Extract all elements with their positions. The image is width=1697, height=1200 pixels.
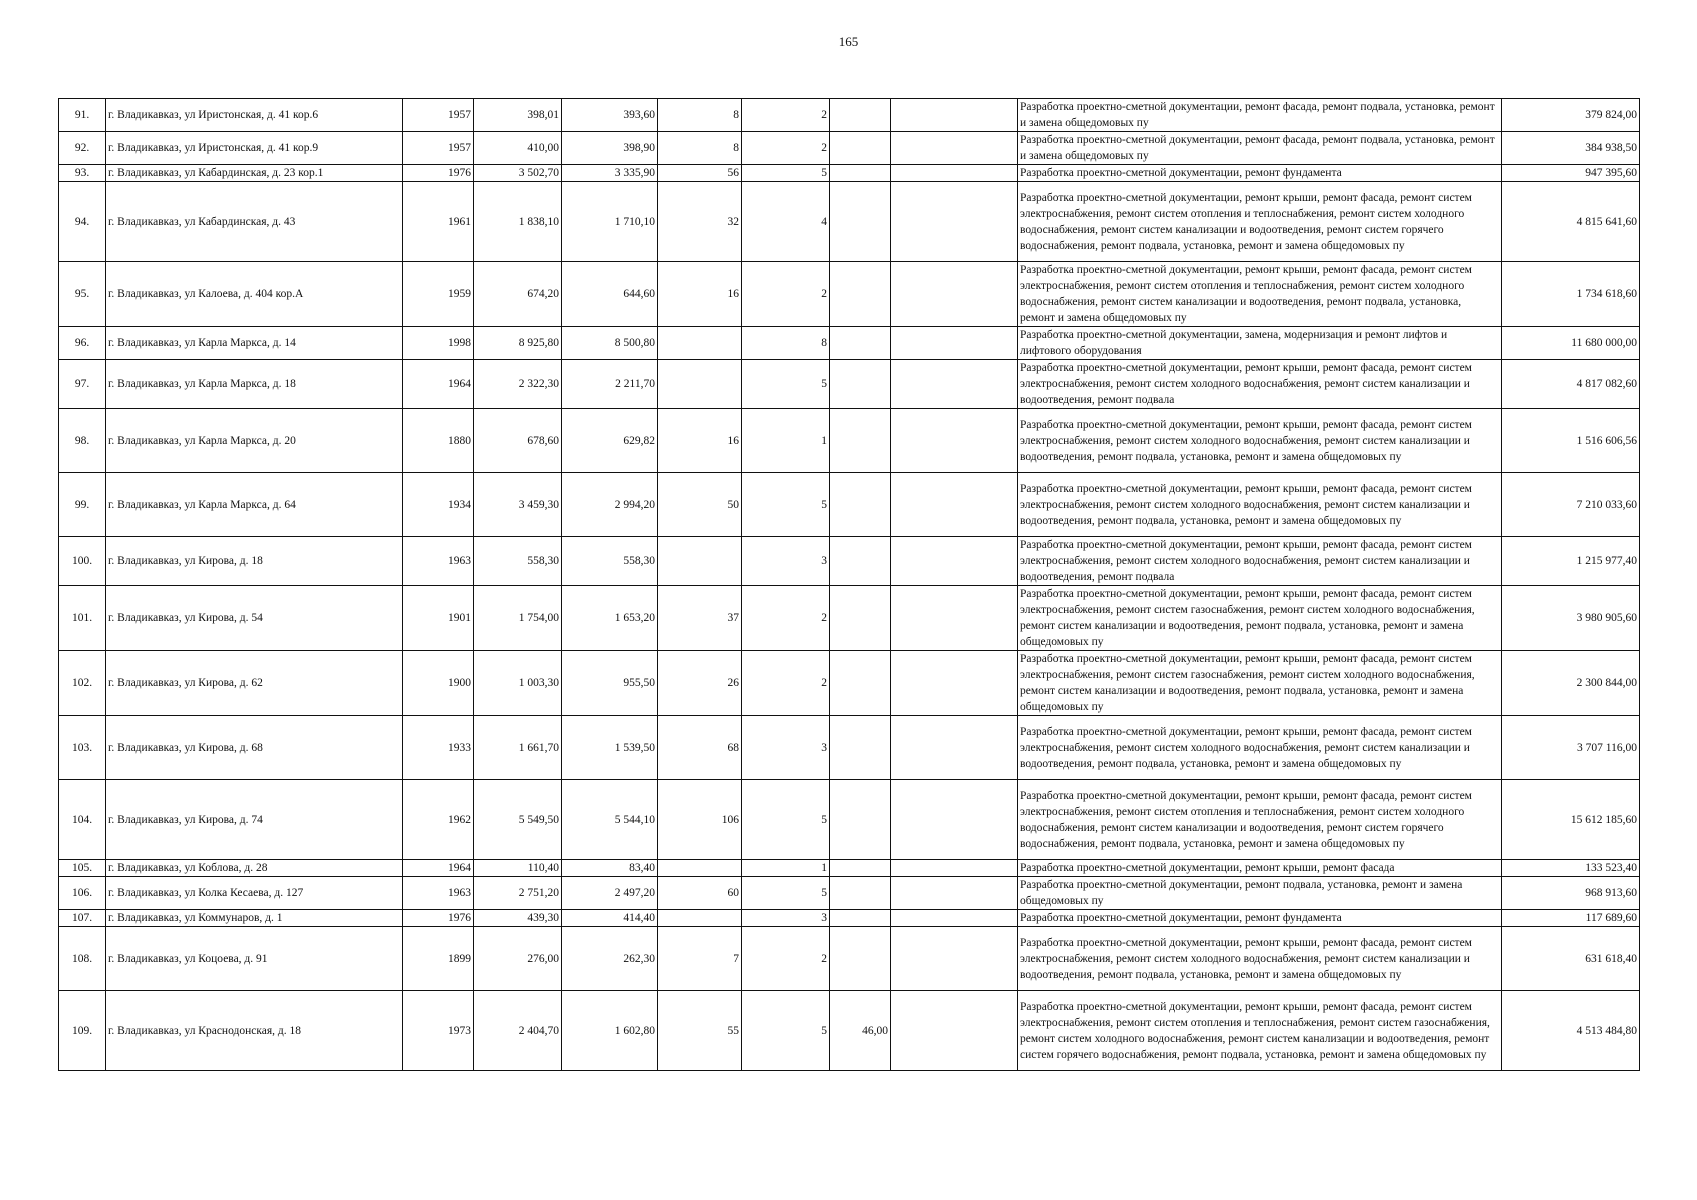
works-description-cell: Разработка проектно-сметной документации, ремонт крыши, ремонт фасада, ремонт систем электроснабжения, ремонт систем отопления и теплоснабжения, ремонт систем холодного водоснабжения, ремонт систем канализации и водоотведения, ремонт систем горячего водоснабжения, ремонт подвала, установка, ремонт и замена общедомовых пу [1018, 182, 1502, 262]
address-cell: г. Владикавказ, ул Карла Маркса, д. 20 [106, 409, 403, 473]
residents-cell: 7 [658, 927, 742, 991]
extra-value-cell [830, 327, 891, 360]
extra-value-cell [830, 910, 891, 927]
row-number-cell: 103. [59, 716, 106, 780]
total-area-cell: 678,60 [474, 409, 562, 473]
table-row [59, 716, 1640, 780]
year-cell: 1934 [403, 473, 474, 537]
row-number-cell: 99. [59, 473, 106, 537]
works-description-cell: Разработка проектно-сметной документации, ремонт крыши, ремонт фасада, ремонт систем электроснабжения, ремонт систем газоснабжения, ремонт систем холодного водоснабжения, ремонт систем канализации и водоотведения, ремонт подвала, установка, ремонт и замена общедомовых пу [1018, 586, 1502, 651]
total-area-cell: 1 661,70 [474, 716, 562, 780]
table-row [59, 877, 1640, 910]
extra-value-cell [830, 877, 891, 910]
works-description-cell: Разработка проектно-сметной документации, ремонт крыши, ремонт фасада, ремонт систем электроснабжения, ремонт систем отопления и теплоснабжения, ремонт систем газоснабжения, ремонт систем холодного водоснабжения, ремонт систем канализации и водоотведения, ремонт систем горячего водоснабжения, ремонт подвала, установка, ремонт и замена общедомовых пу [1018, 991, 1502, 1071]
cost-cell: 384 938,50 [1502, 132, 1640, 165]
residents-cell: 68 [658, 716, 742, 780]
table-row [59, 132, 1640, 165]
living-area-cell: 414,40 [562, 910, 658, 927]
cost-cell: 947 395,60 [1502, 165, 1640, 182]
total-area-cell: 8 925,80 [474, 327, 562, 360]
row-number-cell: 107. [59, 910, 106, 927]
year-cell: 1998 [403, 327, 474, 360]
works-description-cell: Разработка проектно-сметной документации, ремонт крыши, ремонт фасада, ремонт систем электроснабжения, ремонт систем холодного водоснабжения, ремонт систем канализации и водоотведения, ремонт подвала [1018, 360, 1502, 409]
living-area-cell: 955,50 [562, 651, 658, 716]
address-cell: г. Владикавказ, ул Кирова, д. 18 [106, 537, 403, 586]
extra-value-cell [830, 132, 891, 165]
total-area-cell: 1 754,00 [474, 586, 562, 651]
works-description-cell: Разработка проектно-сметной документации, ремонт крыши, ремонт фасада, ремонт систем электроснабжения, ремонт систем газоснабжения, ремонт систем холодного водоснабжения, ремонт систем канализации и водоотведения, ремонт подвала, установка, ремонт и замена общедомовых пу [1018, 651, 1502, 716]
address-cell: г. Владикавказ, ул Коммунаров, д. 1 [106, 910, 403, 927]
living-area-cell: 2 994,20 [562, 473, 658, 537]
year-cell: 1957 [403, 99, 474, 132]
floors-cell: 3 [742, 910, 830, 927]
residents-cell: 56 [658, 165, 742, 182]
empty-cell [891, 182, 1018, 262]
residents-cell: 106 [658, 780, 742, 860]
row-number-cell: 97. [59, 360, 106, 409]
total-area-cell: 3 459,30 [474, 473, 562, 537]
floors-cell: 5 [742, 991, 830, 1071]
cost-cell: 2 300 844,00 [1502, 651, 1640, 716]
residents-cell: 55 [658, 991, 742, 1071]
extra-value-cell: 46,00 [830, 991, 891, 1071]
residents-cell [658, 537, 742, 586]
works-description-cell: Разработка проектно-сметной документации, ремонт крыши, ремонт фасада [1018, 860, 1502, 877]
row-number-cell: 96. [59, 327, 106, 360]
total-area-cell: 410,00 [474, 132, 562, 165]
year-cell: 1957 [403, 132, 474, 165]
cost-cell: 968 913,60 [1502, 877, 1640, 910]
floors-cell: 5 [742, 165, 830, 182]
total-area-cell: 1 003,30 [474, 651, 562, 716]
extra-value-cell [830, 586, 891, 651]
extra-value-cell [830, 360, 891, 409]
year-cell: 1901 [403, 586, 474, 651]
living-area-cell: 393,60 [562, 99, 658, 132]
floors-cell: 4 [742, 182, 830, 262]
address-cell: г. Владикавказ, ул Иристонская, д. 41 кор.6 [106, 99, 403, 132]
works-description-cell: Разработка проектно-сметной документации, ремонт подвала, установка, ремонт и замена общедомовых пу [1018, 877, 1502, 910]
cost-cell: 15 612 185,60 [1502, 780, 1640, 860]
row-number-cell: 102. [59, 651, 106, 716]
table-row [59, 927, 1640, 991]
empty-cell [891, 262, 1018, 327]
table-row [59, 537, 1640, 586]
year-cell: 1973 [403, 991, 474, 1071]
empty-cell [891, 473, 1018, 537]
empty-cell [891, 99, 1018, 132]
cost-cell: 117 689,60 [1502, 910, 1640, 927]
year-cell: 1961 [403, 182, 474, 262]
living-area-cell: 8 500,80 [562, 327, 658, 360]
residents-cell [658, 860, 742, 877]
empty-cell [891, 327, 1018, 360]
extra-value-cell [830, 927, 891, 991]
cost-cell: 4 815 641,60 [1502, 182, 1640, 262]
cost-cell: 4 513 484,80 [1502, 991, 1640, 1071]
residents-cell: 37 [658, 586, 742, 651]
address-cell: г. Владикавказ, ул Карла Маркса, д. 18 [106, 360, 403, 409]
residents-cell [658, 360, 742, 409]
living-area-cell: 2 497,20 [562, 877, 658, 910]
total-area-cell: 1 838,10 [474, 182, 562, 262]
row-number-cell: 93. [59, 165, 106, 182]
page-number: 165 [838, 34, 859, 49]
address-cell: г. Владикавказ, ул Калоева, д. 404 кор.А [106, 262, 403, 327]
living-area-cell: 1 710,10 [562, 182, 658, 262]
extra-value-cell [830, 716, 891, 780]
empty-cell [891, 910, 1018, 927]
floors-cell: 2 [742, 99, 830, 132]
extra-value-cell [830, 262, 891, 327]
capital-repair-register-table [58, 98, 1640, 1071]
empty-cell [891, 927, 1018, 991]
year-cell: 1962 [403, 780, 474, 860]
address-cell: г. Владикавказ, ул Кирова, д. 68 [106, 716, 403, 780]
residents-cell: 16 [658, 409, 742, 473]
empty-cell [891, 877, 1018, 910]
cost-cell: 1 516 606,56 [1502, 409, 1640, 473]
year-cell: 1959 [403, 262, 474, 327]
living-area-cell: 629,82 [562, 409, 658, 473]
total-area-cell: 3 502,70 [474, 165, 562, 182]
empty-cell [891, 860, 1018, 877]
address-cell: г. Владикавказ, ул Карла Маркса, д. 64 [106, 473, 403, 537]
works-description-cell: Разработка проектно-сметной документации, ремонт крыши, ремонт фасада, ремонт систем электроснабжения, ремонт систем отопления и теплоснабжения, ремонт систем холодного водоснабжения, ремонт систем канализации и водоотведения, ремонт подвала, установка, ремонт и замена общедомовых пу [1018, 262, 1502, 327]
empty-cell [891, 537, 1018, 586]
works-description-cell: Разработка проектно-сметной документации, ремонт фундамента [1018, 910, 1502, 927]
works-description-cell: Разработка проектно-сметной документации, ремонт крыши, ремонт фасада, ремонт систем электроснабжения, ремонт систем холодного водоснабжения, ремонт систем канализации и водоотведения, ремонт подвала, установка, ремонт и замена общедомовых пу [1018, 716, 1502, 780]
cost-cell: 631 618,40 [1502, 927, 1640, 991]
address-cell: г. Владикавказ, ул Краснодонская, д. 18 [106, 991, 403, 1071]
extra-value-cell [830, 473, 891, 537]
cost-cell: 3 707 116,00 [1502, 716, 1640, 780]
table-row [59, 991, 1640, 1071]
empty-cell [891, 360, 1018, 409]
cost-cell: 7 210 033,60 [1502, 473, 1640, 537]
table-row [59, 262, 1640, 327]
table-row [59, 182, 1640, 262]
total-area-cell: 5 549,50 [474, 780, 562, 860]
living-area-cell: 5 544,10 [562, 780, 658, 860]
year-cell: 1880 [403, 409, 474, 473]
cost-cell: 1 215 977,40 [1502, 537, 1640, 586]
table-row [59, 409, 1640, 473]
table-row [59, 473, 1640, 537]
total-area-cell: 2 322,30 [474, 360, 562, 409]
table-row [59, 586, 1640, 651]
empty-cell [891, 409, 1018, 473]
cost-cell: 4 817 082,60 [1502, 360, 1640, 409]
total-area-cell: 2 751,20 [474, 877, 562, 910]
row-number-cell: 100. [59, 537, 106, 586]
empty-cell [891, 780, 1018, 860]
row-number-cell: 106. [59, 877, 106, 910]
empty-cell [891, 586, 1018, 651]
works-description-cell: Разработка проектно-сметной документации, ремонт крыши, ремонт фасада, ремонт систем электроснабжения, ремонт систем холодного водоснабжения, ремонт систем канализации и водоотведения, ремонт подвала, установка, ремонт и замена общедомовых пу [1018, 927, 1502, 991]
extra-value-cell [830, 780, 891, 860]
row-number-cell: 94. [59, 182, 106, 262]
address-cell: г. Владикавказ, ул Колка Кесаева, д. 127 [106, 877, 403, 910]
table-row [59, 165, 1640, 182]
living-area-cell: 262,30 [562, 927, 658, 991]
year-cell: 1964 [403, 860, 474, 877]
address-cell: г. Владикавказ, ул Кирова, д. 62 [106, 651, 403, 716]
extra-value-cell [830, 182, 891, 262]
floors-cell: 5 [742, 780, 830, 860]
year-cell: 1963 [403, 537, 474, 586]
empty-cell [891, 132, 1018, 165]
floors-cell: 2 [742, 651, 830, 716]
table-row [59, 860, 1640, 877]
address-cell: г. Владикавказ, ул Коблова, д. 28 [106, 860, 403, 877]
total-area-cell: 110,40 [474, 860, 562, 877]
extra-value-cell [830, 651, 891, 716]
living-area-cell: 2 211,70 [562, 360, 658, 409]
residents-cell: 8 [658, 99, 742, 132]
works-description-cell: Разработка проектно-сметной документации, ремонт фасада, ремонт подвала, установка, ремонт и замена общедомовых пу [1018, 99, 1502, 132]
empty-cell [891, 991, 1018, 1071]
cost-cell: 379 824,00 [1502, 99, 1640, 132]
floors-cell: 2 [742, 132, 830, 165]
living-area-cell: 83,40 [562, 860, 658, 877]
row-number-cell: 105. [59, 860, 106, 877]
row-number-cell: 95. [59, 262, 106, 327]
extra-value-cell [830, 860, 891, 877]
living-area-cell: 644,60 [562, 262, 658, 327]
row-number-cell: 98. [59, 409, 106, 473]
living-area-cell: 398,90 [562, 132, 658, 165]
cost-cell: 133 523,40 [1502, 860, 1640, 877]
works-description-cell: Разработка проектно-сметной документации, ремонт крыши, ремонт фасада, ремонт систем электроснабжения, ремонт систем холодного водоснабжения, ремонт систем канализации и водоотведения, ремонт подвала, установка, ремонт и замена общедомовых пу [1018, 473, 1502, 537]
year-cell: 1900 [403, 651, 474, 716]
address-cell: г. Владикавказ, ул Иристонская, д. 41 кор.9 [106, 132, 403, 165]
empty-cell [891, 716, 1018, 780]
total-area-cell: 276,00 [474, 927, 562, 991]
table-row [59, 780, 1640, 860]
works-description-cell: Разработка проектно-сметной документации, ремонт фундамента [1018, 165, 1502, 182]
total-area-cell: 558,30 [474, 537, 562, 586]
row-number-cell: 104. [59, 780, 106, 860]
residents-cell: 60 [658, 877, 742, 910]
works-description-cell: Разработка проектно-сметной документации, ремонт крыши, ремонт фасада, ремонт систем электроснабжения, ремонт систем отопления и теплоснабжения, ремонт систем холодного водоснабжения, ремонт систем канализации и водоотведения, ремонт систем горячего водоснабжения, ремонт подвала, установка, ремонт и замена общедомовых пу [1018, 780, 1502, 860]
table-row [59, 910, 1640, 927]
works-description-cell: Разработка проектно-сметной документации, ремонт крыши, ремонт фасада, ремонт систем электроснабжения, ремонт систем холодного водоснабжения, ремонт систем канализации и водоотведения, ремонт подвала [1018, 537, 1502, 586]
cost-cell: 11 680 000,00 [1502, 327, 1640, 360]
register-table-wrapper [58, 98, 1640, 1071]
address-cell: г. Владикавказ, ул Коцоева, д. 91 [106, 927, 403, 991]
floors-cell: 5 [742, 360, 830, 409]
cost-cell: 1 734 618,60 [1502, 262, 1640, 327]
address-cell: г. Владикавказ, ул Кирова, д. 74 [106, 780, 403, 860]
floors-cell: 1 [742, 409, 830, 473]
extra-value-cell [830, 537, 891, 586]
floors-cell: 2 [742, 262, 830, 327]
floors-cell: 3 [742, 537, 830, 586]
floors-cell: 1 [742, 860, 830, 877]
row-number-cell: 109. [59, 991, 106, 1071]
residents-cell [658, 327, 742, 360]
living-area-cell: 1 539,50 [562, 716, 658, 780]
year-cell: 1976 [403, 165, 474, 182]
year-cell: 1963 [403, 877, 474, 910]
table-row [59, 651, 1640, 716]
residents-cell: 32 [658, 182, 742, 262]
residents-cell: 26 [658, 651, 742, 716]
living-area-cell: 3 335,90 [562, 165, 658, 182]
total-area-cell: 398,01 [474, 99, 562, 132]
residents-cell: 16 [658, 262, 742, 327]
extra-value-cell [830, 99, 891, 132]
empty-cell [891, 651, 1018, 716]
register-table-body [59, 99, 1640, 1071]
year-cell: 1933 [403, 716, 474, 780]
year-cell: 1976 [403, 910, 474, 927]
cost-cell: 3 980 905,60 [1502, 586, 1640, 651]
address-cell: г. Владикавказ, ул Кабардинская, д. 23 кор.1 [106, 165, 403, 182]
year-cell: 1899 [403, 927, 474, 991]
total-area-cell: 674,20 [474, 262, 562, 327]
row-number-cell: 91. [59, 99, 106, 132]
living-area-cell: 1 602,80 [562, 991, 658, 1071]
address-cell: г. Владикавказ, ул Кирова, д. 54 [106, 586, 403, 651]
floors-cell: 2 [742, 586, 830, 651]
table-row [59, 99, 1640, 132]
floors-cell: 2 [742, 927, 830, 991]
row-number-cell: 92. [59, 132, 106, 165]
floors-cell: 5 [742, 877, 830, 910]
living-area-cell: 558,30 [562, 537, 658, 586]
empty-cell [891, 165, 1018, 182]
residents-cell: 8 [658, 132, 742, 165]
works-description-cell: Разработка проектно-сметной документации, ремонт фасада, ремонт подвала, установка, ремонт и замена общедомовых пу [1018, 132, 1502, 165]
works-description-cell: Разработка проектно-сметной документации, ремонт крыши, ремонт фасада, ремонт систем электроснабжения, ремонт систем холодного водоснабжения, ремонт систем канализации и водоотведения, ремонт подвала, установка, ремонт и замена общедомовых пу [1018, 409, 1502, 473]
extra-value-cell [830, 165, 891, 182]
floors-cell: 5 [742, 473, 830, 537]
extra-value-cell [830, 409, 891, 473]
total-area-cell: 439,30 [474, 910, 562, 927]
address-cell: г. Владикавказ, ул Карла Маркса, д. 14 [106, 327, 403, 360]
works-description-cell: Разработка проектно-сметной документации, замена, модернизация и ремонт лифтов и лифтового оборудования [1018, 327, 1502, 360]
floors-cell: 3 [742, 716, 830, 780]
row-number-cell: 101. [59, 586, 106, 651]
address-cell: г. Владикавказ, ул Кабардинская, д. 43 [106, 182, 403, 262]
table-row [59, 327, 1640, 360]
floors-cell: 8 [742, 327, 830, 360]
living-area-cell: 1 653,20 [562, 586, 658, 651]
residents-cell: 50 [658, 473, 742, 537]
year-cell: 1964 [403, 360, 474, 409]
row-number-cell: 108. [59, 927, 106, 991]
table-row [59, 360, 1640, 409]
total-area-cell: 2 404,70 [474, 991, 562, 1071]
residents-cell [658, 910, 742, 927]
